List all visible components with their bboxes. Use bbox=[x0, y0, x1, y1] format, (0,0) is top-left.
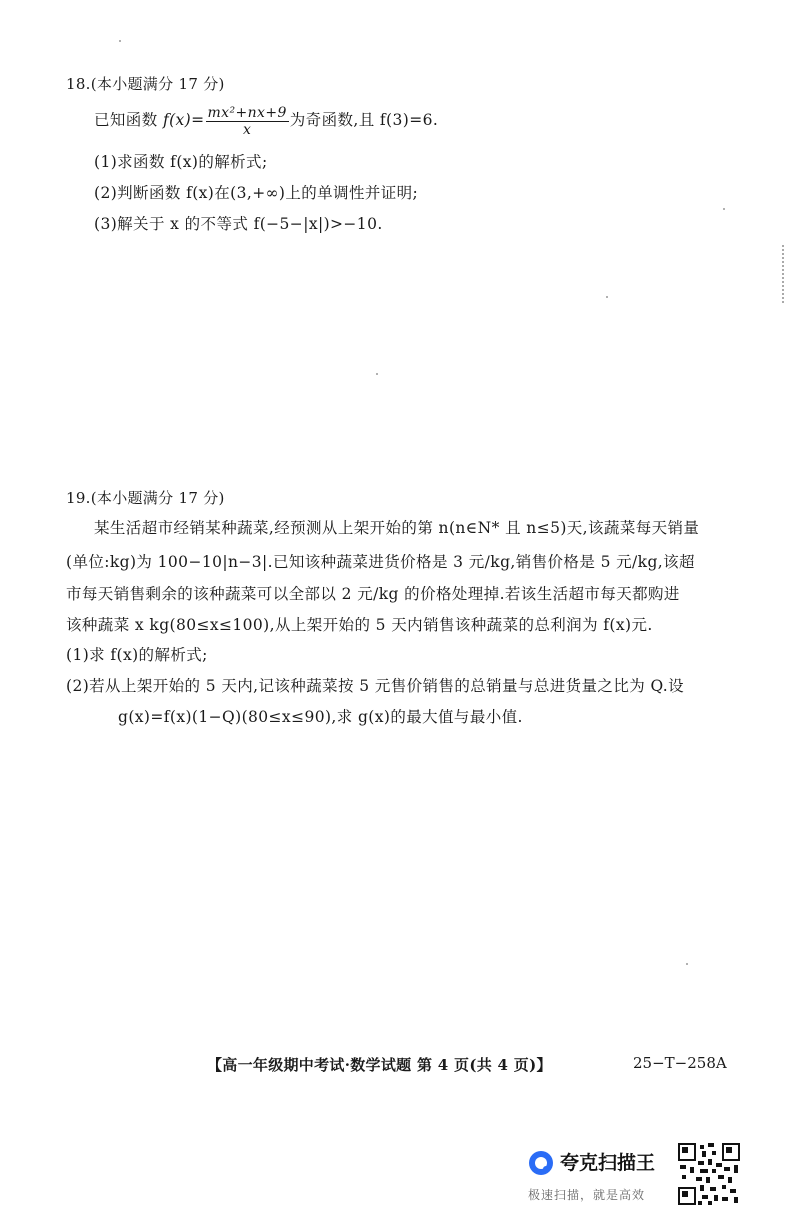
q19-part-2: (2)若从上架开始的 5 天内,记该种蔬菜按 5 元售价销售的总销量与总进货量之比为 Q.设 bbox=[66, 677, 685, 695]
scan-speck bbox=[723, 208, 725, 210]
q19-part-2-cont: g(x)=f(x)(1−Q)(80≤x≤90),求 g(x)的最大值与最小值. bbox=[118, 708, 523, 726]
quark-logo-icon bbox=[528, 1150, 554, 1176]
q18-stem-func: f(x)= bbox=[162, 111, 205, 129]
scan-speck bbox=[606, 296, 608, 298]
page-footer-title: 【高一年级期中考试·数学试题 第 4 页(共 4 页)】 bbox=[207, 1056, 552, 1074]
q18-part-2: (2)判断函数 f(x)在(3,+∞)上的单调性并证明; bbox=[94, 184, 419, 202]
scanner-logo bbox=[528, 1148, 668, 1208]
q18-part-3: (3)解关于 x 的不等式 f(−5−|x|)>−10. bbox=[94, 215, 383, 233]
q18-stem bbox=[94, 100, 438, 140]
scanner-name: 夸克扫描王 bbox=[560, 1152, 656, 1174]
scan-speck bbox=[686, 963, 688, 965]
q19-part-1: (1)求 f(x)的解析式; bbox=[66, 646, 208, 664]
q19-line-1: 某生活超市经销某种蔬菜,经预测从上架开始的第 n(n∈N* 且 n≤5)天,该蔬菜每天销量 bbox=[94, 519, 700, 537]
q19-line-4: 该种蔬菜 x kg(80≤x≤100),从上架开始的 5 天内销售该种蔬菜的总利润为 f(x)元. bbox=[66, 616, 653, 634]
q18-part-1: (1)求函数 f(x)的解析式; bbox=[94, 153, 268, 171]
q18-fraction-denominator: x bbox=[242, 121, 252, 138]
q19-line-3: 市每天销售剩余的该种蔬菜可以全部以 2 元/kg 的价格处理掉.若该生活超市每天都购进 bbox=[66, 585, 680, 603]
q19-line-2: (单位:kg)为 100−10|n−3|.已知该种蔬菜进货价格是 3 元/kg,销售价格是 5 元/kg,该超 bbox=[66, 553, 695, 571]
q18-stem-suffix: 为奇函数,且 f(3)=6. bbox=[289, 111, 439, 129]
q18-fraction-numerator: mx²+nx+9 bbox=[207, 104, 287, 121]
scanner-slogan: 极速扫描，就是高效 bbox=[528, 1188, 646, 1202]
scan-speck bbox=[119, 40, 121, 42]
q18-header: 18.(本小题满分 17 分) bbox=[66, 75, 225, 93]
scan-speck bbox=[376, 373, 378, 375]
scan-edge-mark bbox=[782, 245, 786, 303]
qr-code-icon bbox=[676, 1141, 742, 1207]
exam-code: 25−T−258A bbox=[633, 1054, 727, 1072]
q18-fraction bbox=[206, 105, 289, 138]
q18-stem-prefix: 已知函数 bbox=[94, 111, 163, 129]
q19-header: 19.(本小题满分 17 分) bbox=[66, 489, 225, 507]
